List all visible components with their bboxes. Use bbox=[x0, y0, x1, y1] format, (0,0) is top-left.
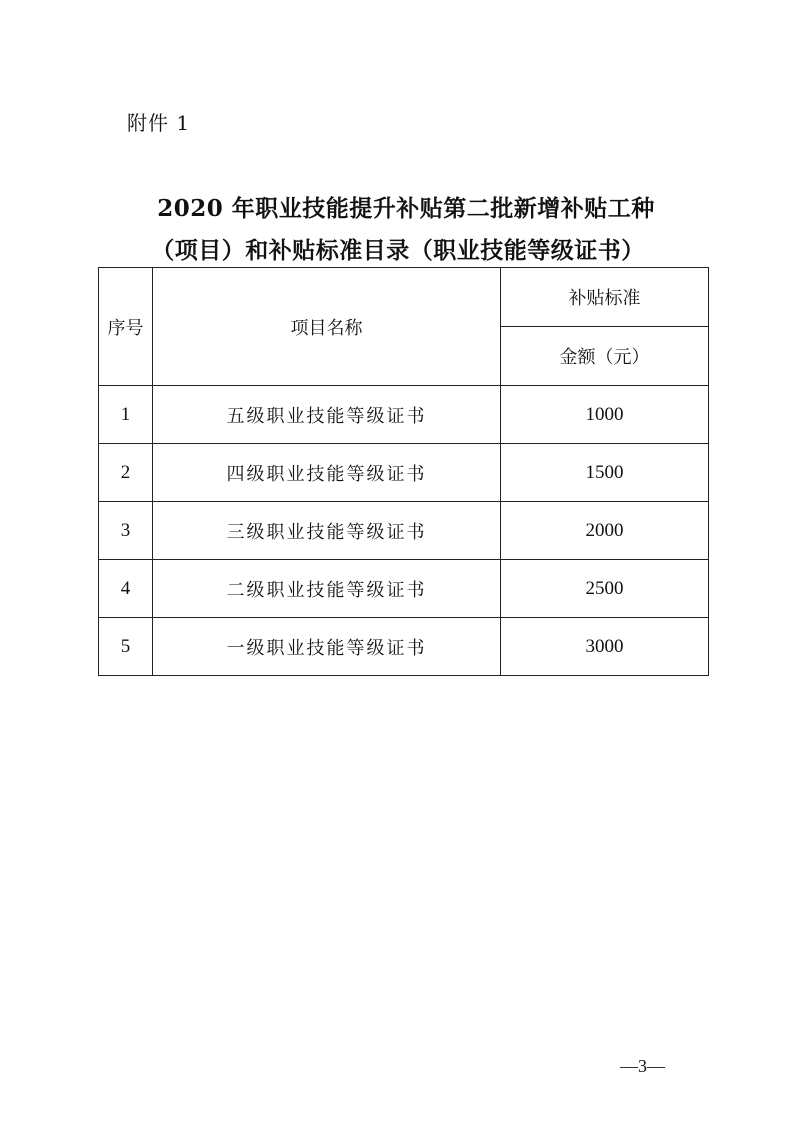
page-number: —3— bbox=[620, 1056, 665, 1076]
table-row bbox=[99, 444, 709, 502]
row-amount: 1000 bbox=[501, 386, 709, 444]
table-row bbox=[99, 560, 709, 618]
row-amount: 1500 bbox=[501, 444, 709, 502]
row-serial-number: 5 bbox=[99, 618, 153, 676]
row-item-name: 一级职业技能等级证书 bbox=[153, 618, 501, 676]
attachment-label: 附件 1 bbox=[127, 111, 191, 135]
header-subsidy-standard: 补贴标准 bbox=[501, 268, 709, 327]
header-amount-yuan: 金额（元） bbox=[501, 327, 709, 386]
row-serial-number: 1 bbox=[99, 386, 153, 444]
table-header-row bbox=[99, 268, 709, 327]
row-item-name: 四级职业技能等级证书 bbox=[153, 444, 501, 502]
row-serial-number: 3 bbox=[99, 502, 153, 560]
row-item-name: 三级职业技能等级证书 bbox=[153, 502, 501, 560]
document-title-line-2: （项目）和补贴标准目录（职业技能等级证书） bbox=[151, 237, 645, 264]
header-serial-number: 序号 bbox=[99, 268, 153, 386]
row-amount: 2500 bbox=[501, 560, 709, 618]
document-title-line-1: 2020 年职业技能提升补贴第二批新增补贴工种 bbox=[157, 195, 655, 222]
table-row bbox=[99, 502, 709, 560]
row-item-name: 五级职业技能等级证书 bbox=[153, 386, 501, 444]
table-row bbox=[99, 386, 709, 444]
row-item-name: 二级职业技能等级证书 bbox=[153, 560, 501, 618]
row-serial-number: 2 bbox=[99, 444, 153, 502]
subsidy-table bbox=[98, 267, 709, 676]
row-amount: 3000 bbox=[501, 618, 709, 676]
header-item-name: 项目名称 bbox=[153, 268, 501, 386]
table-row bbox=[99, 618, 709, 676]
row-amount: 2000 bbox=[501, 502, 709, 560]
row-serial-number: 4 bbox=[99, 560, 153, 618]
